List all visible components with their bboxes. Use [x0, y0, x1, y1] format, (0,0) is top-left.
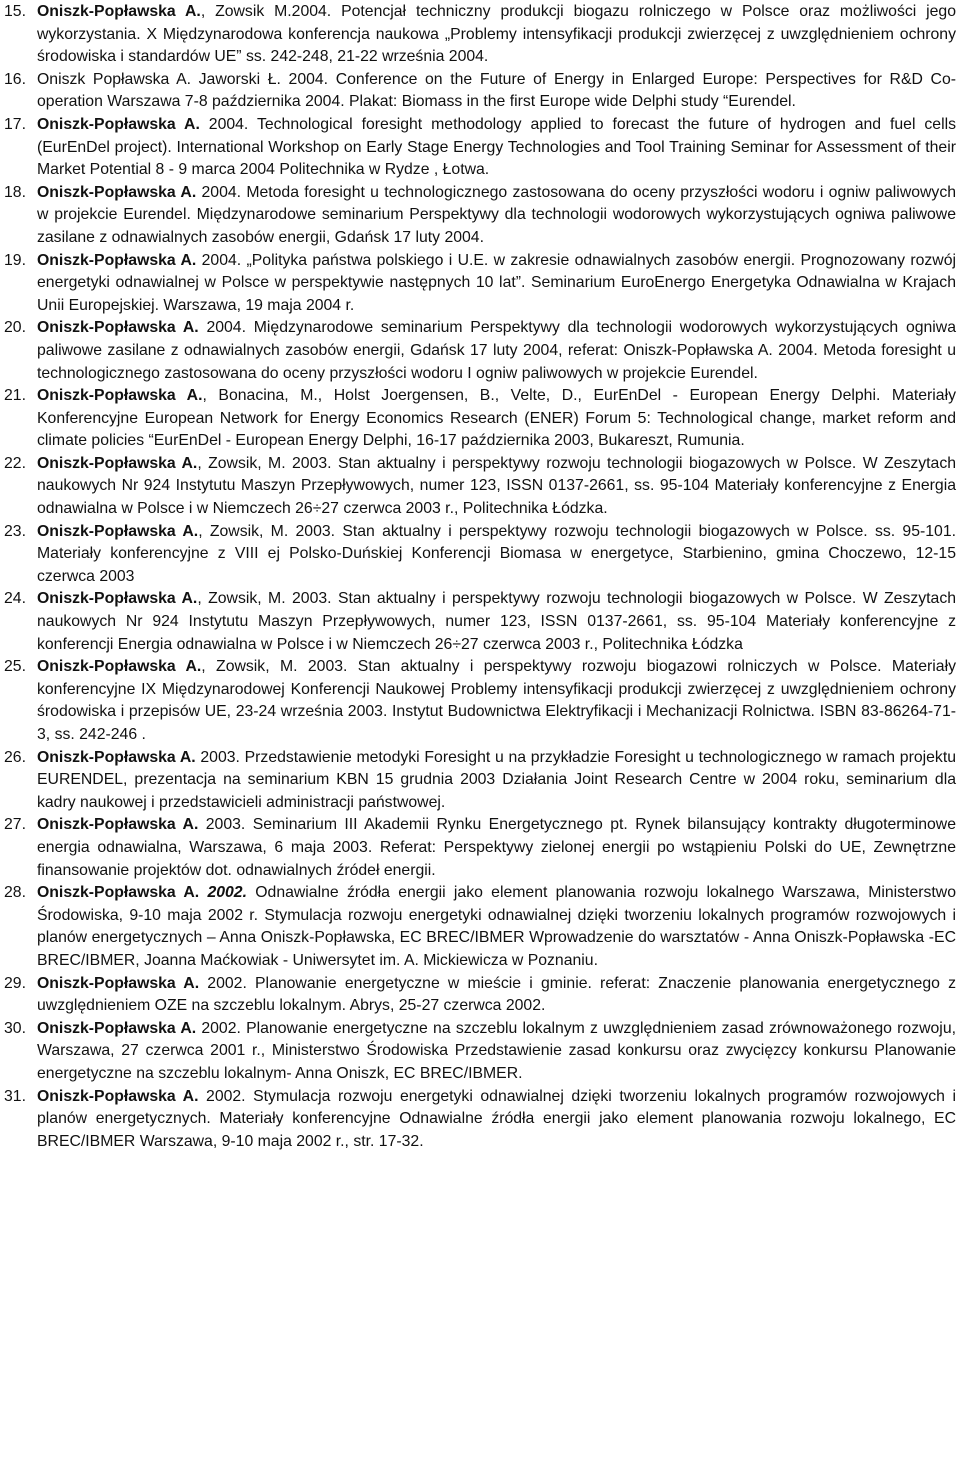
- bibliography-entry: [4, 1, 956, 69]
- entry-year: 2002.: [207, 884, 247, 902]
- entry-number: 29.: [4, 974, 26, 992]
- entry-text: 2004. Międzynarodowe seminarium Perspektywy dla technologii wodorowych wykorzystujących ogniwa paliwowe zasilane z odnawialnych zasobów energii, Gdańsk 17 luty 2004, referat: Oniszk-Popławska A. 2004. Metoda foresight u technologicznego zastosowana do oceny przyszłości wodoru I ogniw paliwowych w projekcie Eurendel.: [37, 319, 957, 382]
- entry-author: Oniszk-Popławska A.: [37, 884, 200, 902]
- bibliography-entry: [4, 69, 956, 114]
- entry-author: Oniszk-Popławska A.: [37, 1019, 197, 1037]
- bibliography-entry: [4, 973, 956, 1018]
- entry-author: Oniszk-Popławska A.: [37, 658, 202, 676]
- bibliography-list: [4, 1, 956, 1153]
- entry-number: 17.: [4, 115, 26, 133]
- entry-author: Oniszk-Popławska A.: [37, 590, 198, 608]
- entry-number: 19.: [4, 251, 26, 269]
- bibliography-entry: [4, 747, 956, 815]
- entry-number: 15.: [4, 3, 26, 20]
- entry-author: Oniszk-Popławska A.: [37, 522, 199, 540]
- bibliography-entry: [4, 521, 956, 589]
- entry-number: 26.: [4, 748, 26, 766]
- entry-number: 30.: [4, 1019, 26, 1037]
- bibliography-entry: [4, 1018, 956, 1086]
- entry-text: Oniszk Popławska A. Jaworski Ł. 2004. Conference on the Future of Energy in Enlarged Europe: Perspectives for R&D Co-operation Warszawa 7-8 października 2004. Plakat: Biomass in the first Europe wide Delphi study “Eurendel.: [37, 70, 956, 111]
- entry-text: , Zowsik, M. 2003. Stan aktualny i perspektywy rozwoju technologii biogazowych w Polsce. ss. 95-101. Materiały konferencyjne z VIII ej Polsko-Duńskiej Konferencji Biomasa w energetyce, Starbienino, gmina Choczewo, 12-15 czerwca 2003: [37, 522, 956, 585]
- entry-text: , Zowsik, M. 2003. Stan aktualny i perspektywy rozwoju technologii biogazowych w Polsce. W Zeszytach naukowych Nr 924 Instytutu Maszyn Przepływowych, numer 123, ISSN 0137-2661, ss. 95-104 Materiały konferencyjne z konferencji Energia odnawialna w Polsce i w Niemczech 26÷27 czerwca 2003 r., Politechnika Łódzka: [37, 590, 957, 653]
- bibliography-entry: [4, 453, 956, 521]
- entry-author: Oniszk-Popławska A.: [37, 454, 198, 472]
- bibliography-entry: [4, 882, 956, 972]
- entry-author: Oniszk-Popławska A.: [37, 251, 197, 269]
- entry-author: Oniszk-Popławska A.: [37, 748, 196, 766]
- bibliography-entry: [4, 114, 956, 182]
- entry-author: Oniszk-Popławska A.: [37, 319, 199, 337]
- entry-number: 22.: [4, 454, 26, 472]
- entry-text: , Zowsik, M. 2003. Stan aktualny i perspektywy rozwoju technologii biogazowych w Polsce. W Zeszytach naukowych Nr 924 Instytutu Maszyn Przepływowych, numer 123, ISSN 0137-2661, ss. 95-104 Materiały konferencyjne z Energia odnawialna w Polsce i w Niemczech 26÷27 czerwca 2003 r., Politechnika Łódzka.: [37, 454, 957, 518]
- entry-author: Oniszk-Popławska A.: [37, 183, 197, 201]
- entry-number: 21.: [4, 387, 26, 405]
- entry-text: , Zowsik, M. 2003. Stan aktualny i perspektywy rozwoju biogazowi rolniczych w Polsce. Materiały konferencyjne IX Międzynarodowej Konferencji Naukowej Problemy intensyfikacji produkcji zwierzęcej z uwzględnieniem ochrony środowiska i przepisów UE, 23-24 września 2003. Instytut Budownictwa Elektryfikacji i Mechanizacji Rolnictwa. ISBN 83-86264-71-3, ss. 242-246 .: [37, 658, 956, 743]
- bibliography-entry: [4, 814, 956, 882]
- entry-text: Odnawialne źródła energii jako element planowania rozwoju lokalnego Warszawa, Ministerstwo Środowiska, 9-10 maja 2002 r. Stymulacja rozwoju energetyki odnawialnej dzięki tworzeniu lokalnych programów rozwojowych i planów energetycznych – Anna Oniszk-Popławska, EC BREC/IBMER Wprowadzenie do warsztatów - Anna Oniszk-Popławska -EC BREC/IBMER, Joanna Maćkowiak - Uniwersytet im. A. Mickiewicza w Poznaniu.: [37, 884, 956, 969]
- entry-text: 2002. Stymulacja rozwoju energetyki odnawialnej dzięki tworzeniu lokalnych programów rozwojowych i planów energetycznych. Materiały konferencyjne Odnawialne źródła energii jako element planowania rozwoju lokalnego, EC BREC/IBMER Warszawa, 9-10 maja 2002 r., str. 17-32.: [37, 1087, 956, 1150]
- entry-number: 25.: [4, 658, 26, 676]
- bibliography-entry: [4, 1086, 956, 1154]
- entry-text: , Bonacina, M., Holst Joergensen, B., Velte, D., EurEnDel - European Energy Delphi. Materiały Konferencyjne European Network for Energy Economics Research (ENER) Forum 5: Technological change, market reform and climate policies “EurEnDel - European Energy Delphi, 16-17 października 2003, Bukareszt, Rumunia.: [37, 387, 956, 450]
- entry-author: Oniszk-Popławska A.: [37, 115, 200, 133]
- bibliography-entry: [4, 317, 956, 385]
- entry-text: 2003. Seminarium III Akademii Rynku Energetycznego pt. Rynek bilansujący kontrakty długoterminowe energia odnawialna, Warszawa, 6 maja 2003. Referat: Perspektywy zielonej energii po wstąpieniu Polski do UE, Zewnętrzne finansowanie projektów dot. odnawialnych źródeł energii.: [37, 816, 957, 879]
- bibliography-entry: [4, 656, 956, 746]
- entry-text: 2003. Przedstawienie metodyki Foresight u na przykładzie Foresight u technologicznego w ramach projektu EURENDEL, prezentacja na seminarium KBN 15 grudnia 2003 Działania Joint Research Centre w 2004 roku, seminarium dla kadry naukowej i przedstawicieli administracji państwowej.: [37, 748, 957, 811]
- entry-text: 2002. Planowanie energetyczne na szczeblu lokalnym z uwzględnieniem zasad zrównoważonego rozwoju, Warszawa, 27 czerwca 2001 r., Ministerstwo Środowiska Przedstawienie zasad konkursu oraz zwycięzcy konkursu Planowanie energetyczne na szczeblu lokalnym- Anna Oniszk, EC BREC/IBMER.: [37, 1019, 956, 1082]
- entry-text: 2004. Technological foresight methodology applied to forecast the future of hydrogen and fuel cells (EurEnDel project). International Workshop on Early Stage Energy Technologies and Tool Training Seminar for Assessment of their Market Potential 8 - 9 marca 2004 Politechnika w Rydze , Łotwa.: [37, 115, 956, 179]
- entry-number: 16.: [4, 70, 26, 88]
- bibliography-entry: [4, 250, 956, 318]
- entry-number: 20.: [4, 319, 26, 337]
- entry-author: Oniszk-Popławska A.: [37, 387, 203, 405]
- entry-text: 2002. Planowanie energetyczne w mieście i gminie. referat: Znaczenie planowania energetycznego z uwzględnieniem OZE na szczeblu lokalnym. Abrys, 25-27 czerwca 2002.: [37, 974, 956, 1015]
- bibliography-entry: [4, 182, 956, 250]
- bibliography-entry: [4, 588, 956, 656]
- entry-text: , Zowsik M.2004. Potencjał techniczny produkcji biogazu rolniczego w Polsce oraz możliwości jego wykorzystania. X Międzynarodowa konferencja naukowa „Problemy intensyfikacji produkcji zwierzęcej z uwzględnieniem ochrony środowiska i standardów UE” ss. 242-248, 21-22 września 2004.: [37, 3, 956, 66]
- entry-author: Oniszk-Popławska A.: [37, 1087, 199, 1105]
- entry-text: 2004. „Polityka państwa polskiego i U.E. w zakresie odnawialnych zasobów energii. Prognozowany rozwój energetyki odnawialnej w Polsce w perspektywie następnych 10 lat”. Seminarium EuroEnergo Energetyka Odnawialna w Krajach Unii Europejskiej. Warszawa, 19 maja 2004 r.: [37, 251, 957, 314]
- entry-author: Oniszk-Popławska A.: [37, 816, 199, 834]
- entry-number: 27.: [4, 816, 26, 834]
- entry-text: 2004. Metoda foresight u technologicznego zastosowana do oceny przyszłości wodoru i ogniw paliwowych w projekcie Eurendel. Międzynarodowe seminarium Perspektywy dla technologii wodorowych wykorzystujących ogniwa paliwowe zasilane z odnawialnych zasobów energii, Gdańsk 17 luty 2004.: [37, 183, 957, 246]
- entry-number: 24.: [4, 590, 26, 608]
- entry-author: Oniszk-Popławska A.: [37, 3, 201, 20]
- entry-number: 31.: [4, 1087, 26, 1105]
- entry-author: Oniszk-Popławska A.: [37, 974, 200, 992]
- entry-number: 28.: [4, 884, 26, 902]
- entry-number: 23.: [4, 522, 26, 540]
- bibliography-entry: [4, 385, 956, 453]
- entry-number: 18.: [4, 183, 26, 201]
